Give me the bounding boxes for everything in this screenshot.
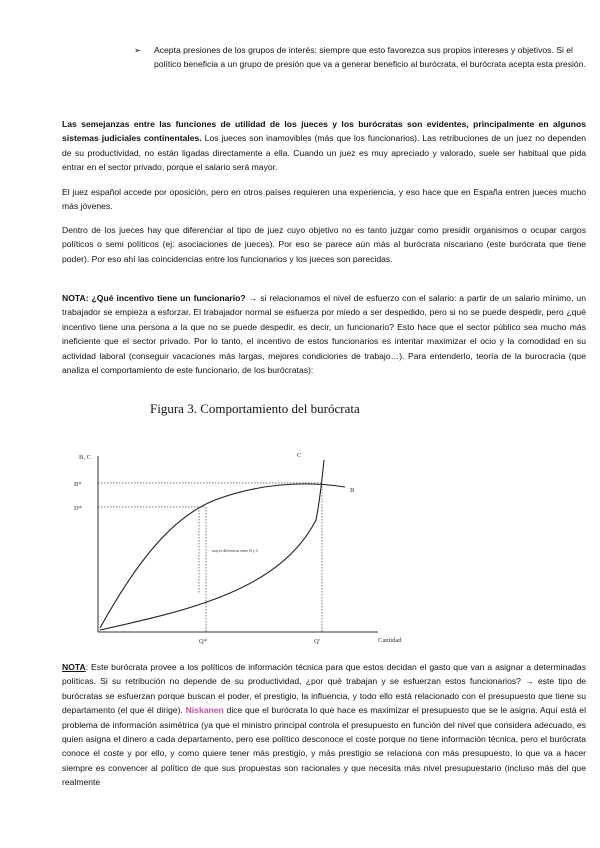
note-part-1: : Este burócrata provee a los políticos de información técnica para que estos decidan el gasto que van a asignar a determinadas políticas. Si su retribución no depende de su productividad, ¿por qué trabajan y se esfuerzan estos funcionarios? → este tipo de burócratas se esfuerzan porque buscan el poder, el prestigio, la influencia, y todo ello está relacionado con el presupuesto que tiene su departamento (el que él dirige).: [62, 662, 586, 716]
note-part-2: dice que el burócrata lo que hace es maximizar el presupuesto que se le asigna. Aquí está el problema de información asimétrica (ya que el ministro principal controla el presupuesto en función del nivel que considera adecuado, es quien asigna el dinero a cada departamento, pero ese político desconoce el coste porque no tiene información técnica, pero el burócrata conoce el coste y por ello, y como quiere tener más prestigio, y más prestigio se relaciona con más presupuesto, lo que va a hacer siempre es convencer al político de que sus propuestas son racionales y que necesita más nivel presupuestario (incluso más del que realmente: [62, 705, 586, 788]
paragraph-niskanen-note: [62, 660, 586, 790]
d-star-label: D*: [74, 505, 82, 512]
q-prime-label: Q': [314, 638, 320, 645]
curve-c-label: C: [297, 452, 302, 459]
paragraph-spanish-judge: El juez español accede por oposición, pero en otros países requieren una experiencia, y eso hace que en España entren jueces mucho más jóvenes.: [62, 187, 586, 212]
figure-title: Figura 3. Comportamiento del burócrata: [150, 401, 360, 416]
note-question: NOTA: ¿Qué incentivo tiene un funcionario?: [62, 293, 246, 303]
paragraph-judge-types: Dentro de los jueces hay que diferenciar al tipo de juez cuyo objetivo no es tanto juzgar como presidir organismos o ocupar cargos políticos o semi políticos (ej: asociaciones de jueces). Por eso se parece aún más al burócrata niscariano (este burócrata que tiene poder). Por eso ahí las coincidencias entre los funcionarios y los jueces son parecidas.: [62, 225, 586, 264]
y-axis-label: B, C: [79, 454, 91, 461]
curve-c: [100, 460, 324, 630]
x-axis-label: Cantidad: [378, 637, 402, 644]
paragraph-rest: Los jueces son inamovibles (más que los funcionarios). Las retribuciones de un juez no dependen de su productividad, no están ligadas directamente a ella. Cuando un juez es muy apreciado y valorado, suele ser habitual que pida entrar en el sector privado, porque el salario será mayor.: [62, 133, 586, 173]
paragraph-bold-lead: Las semejanzas entre las funciones de utilidad de los jueces y los burócratas son evidentes, principalmente en algunos sistemas judiciales continentales.: [62, 119, 586, 144]
q-star-label: Q*: [199, 638, 207, 645]
note-text: → si relacionamos el nivel de esfuerzo con el salario: a partir de un salario mínimo, un trabajador se empieza a esforzar. El trabajador normal se esfuerza por miedo a ser despedido, pero si no se puede despedir, pero ¿qué incentivo tiene una persona a la que no se puede despedir, es decir, un funcionario? Esto hace que el sector público sea mucho más ineficiente que el sector privado. Por lo tanto, el incentivo de estos funcionarios es intentar maximizar el ocio y la comodidad en su actividad laboral (conseguir vacaciones más largas, mejores condiciones de trabajo…). Para entenderlo, teoría de la burocracia (que analiza el comportamiento de este funcionario, de los burócratas):: [62, 293, 586, 376]
arrow-bullet-icon: ➢: [134, 45, 142, 55]
b-star-label: B*: [74, 481, 82, 488]
curve-b: [100, 484, 345, 628]
note-label: NOTA: [62, 662, 86, 672]
bullet-text: Acepta presiones de los grupos de interés: siempre que esto favorezca sus propios intereses y objetivos. Si el político beneficia a un grupo de presión que va a generar beneficio al burócrata, el burócrata acepta esta presión.: [154, 45, 586, 70]
author-name-niskanen: Niskanen: [185, 705, 224, 716]
max-difference-annotation: mayor diferencia entre B y C: [212, 548, 259, 553]
curve-b-label: B: [350, 487, 355, 494]
